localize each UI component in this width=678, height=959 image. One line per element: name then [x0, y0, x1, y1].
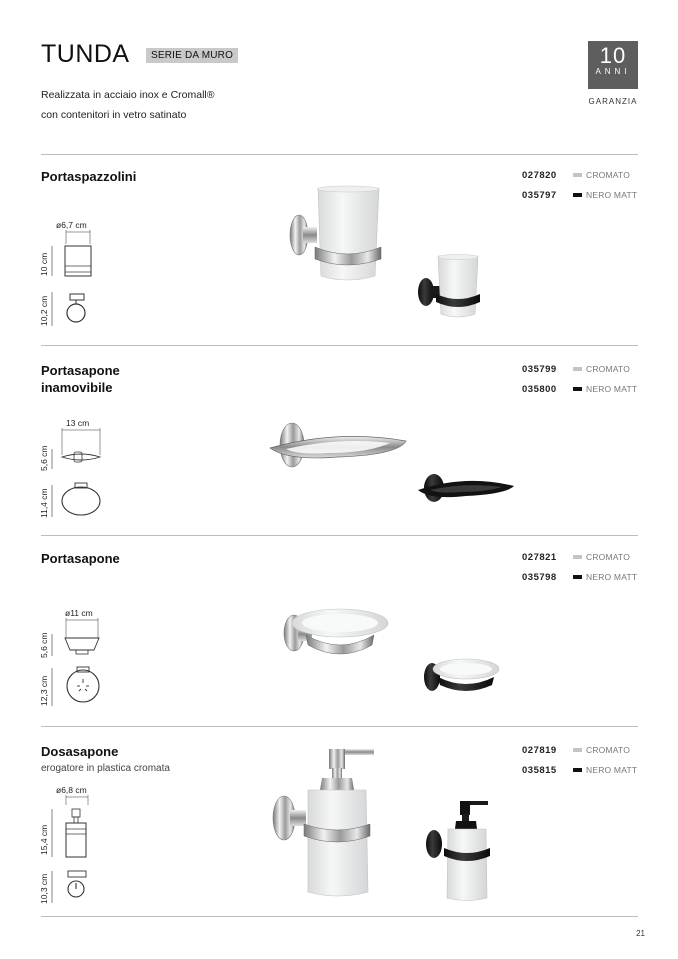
product-codes — [522, 547, 642, 587]
code-row-chrome — [522, 547, 642, 567]
product-code: 035798 — [522, 571, 557, 583]
product-image-chrome — [278, 605, 390, 667]
brand-title: TUNDA — [41, 40, 130, 68]
finish-label: NERO MATT — [586, 572, 638, 582]
title-line-2: inamovibile — [41, 380, 113, 395]
page-number: 21 — [636, 929, 645, 938]
section-divider — [41, 154, 638, 155]
dimension-drawing — [36, 415, 111, 520]
chrome-swatch — [573, 367, 582, 371]
dim-height-label: 10 cm — [39, 252, 49, 276]
dim-depth-label: 12,3 cm — [39, 675, 49, 706]
finish-label: CROMATO — [586, 364, 631, 374]
chrome-swatch — [573, 555, 582, 559]
finish-label: CROMATO — [586, 552, 631, 562]
product-image-black — [422, 798, 492, 904]
product-image-black — [416, 468, 516, 508]
product-codes — [522, 165, 642, 205]
product-code: 035800 — [522, 383, 557, 395]
dim-width-label: ø6,8 cm — [56, 785, 87, 795]
dim-width-label: ø11 cm — [65, 608, 93, 618]
warranty-label: GARANZIA — [588, 97, 638, 106]
product-code: 035799 — [522, 363, 557, 375]
dim-width-label: 13 cm — [66, 418, 90, 428]
black-swatch — [573, 575, 582, 579]
finish-label: CROMATO — [586, 170, 631, 180]
product-code: 035797 — [522, 189, 557, 201]
black-swatch — [573, 387, 582, 391]
finish-label: NERO MATT — [586, 765, 638, 775]
product-code: 035815 — [522, 764, 557, 776]
warranty-badge — [588, 41, 638, 89]
dim-depth-label: 11,4 cm — [39, 488, 49, 518]
code-row-chrome — [522, 165, 642, 185]
product-image-black — [420, 655, 502, 697]
dim-height-label: 5,6 cm — [39, 632, 49, 658]
section-title-soap-dispenser: Dosasapone — [41, 744, 119, 759]
warranty-unit: ANNI — [595, 67, 631, 76]
section-divider — [41, 345, 638, 346]
description-line-2: con contenitori in vetro satinato — [41, 109, 187, 121]
black-swatch — [573, 768, 582, 772]
chrome-swatch — [573, 748, 582, 752]
warranty-number: 10 — [599, 43, 627, 68]
series-badge: SERIE DA MURO — [146, 48, 238, 63]
code-row-black — [522, 185, 642, 205]
dimension-drawing — [36, 783, 106, 908]
dim-height-label: 15,4 cm — [39, 824, 49, 855]
product-codes — [522, 359, 642, 399]
collection-description — [41, 85, 214, 125]
page-bottom-divider — [41, 916, 638, 917]
description-line-1: Realizzata in acciaio inox e Cromall® — [41, 89, 215, 101]
code-row-black — [522, 567, 642, 587]
section-title-fixed-soap-dish — [41, 362, 120, 396]
product-image-black — [414, 252, 484, 324]
section-title-toothbrush-holder: Portaspazzolini — [41, 169, 137, 184]
code-row-black — [522, 379, 642, 399]
dimension-drawing — [36, 218, 106, 330]
section-subtitle: erogatore in plastica cromata — [41, 763, 170, 774]
section-divider — [41, 535, 638, 536]
finish-label: NERO MATT — [586, 384, 638, 394]
code-row-black — [522, 760, 642, 780]
dim-depth-label: 10,3 cm — [39, 873, 49, 904]
product-code: 027819 — [522, 744, 557, 756]
black-swatch — [573, 193, 582, 197]
product-code: 027821 — [522, 551, 557, 563]
code-row-chrome — [522, 740, 642, 760]
finish-label: CROMATO — [586, 745, 631, 755]
section-divider — [41, 726, 638, 727]
dim-width-label: ø6,7 cm — [56, 220, 87, 230]
dim-height-label: 5,6 cm — [39, 445, 49, 471]
finish-label: NERO MATT — [586, 190, 638, 200]
dimension-drawing — [36, 606, 111, 708]
section-title-soap-dish: Portasapone — [41, 551, 120, 566]
code-row-chrome — [522, 359, 642, 379]
title-line-1: Portasapone — [41, 363, 120, 378]
product-image-chrome — [285, 183, 385, 288]
chrome-swatch — [573, 173, 582, 177]
product-image-chrome — [268, 415, 410, 475]
product-image-chrome — [266, 746, 378, 900]
dim-depth-label: 10,2 cm — [39, 295, 49, 326]
product-codes — [522, 740, 642, 780]
product-code: 027820 — [522, 169, 557, 181]
